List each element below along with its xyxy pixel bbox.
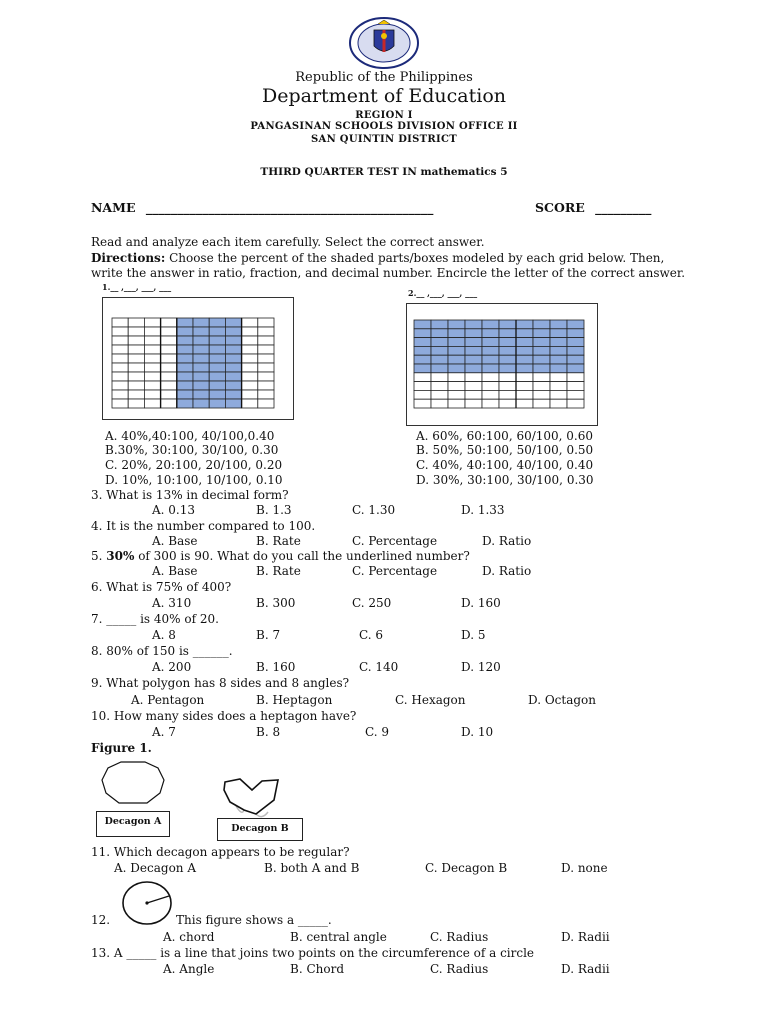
grid-cell: [193, 390, 209, 399]
question-4: 4. It is the number compared to 100.: [91, 519, 316, 533]
grid-cell: [242, 399, 258, 408]
grid-cell: [161, 318, 177, 327]
grid-cell: [128, 363, 144, 372]
grid-cell: [550, 364, 567, 373]
q5-underlined-number: 30%: [106, 549, 135, 563]
name-field[interactable]: [91, 200, 433, 215]
name-line[interactable]: ______________________________________________: [145, 200, 434, 215]
grid-cell: [258, 363, 274, 372]
grid-cell: [209, 372, 225, 381]
grid-cell: [112, 345, 128, 354]
choice-a[interactable]: A. Decagon A: [114, 861, 197, 875]
grid-cell: [225, 399, 241, 408]
grid-cell: [533, 382, 550, 391]
choice-d[interactable]: D. none: [561, 861, 608, 875]
grid-cell: [533, 390, 550, 399]
choice-a[interactable]: A. 7: [152, 725, 176, 739]
grid-cell: [177, 318, 193, 327]
grid-cell: [258, 354, 274, 363]
grid-cell: [448, 346, 465, 355]
grid-cell: [567, 373, 584, 382]
grid-cell: [161, 327, 177, 336]
grid-cell: [144, 327, 160, 336]
grid-cell: [112, 327, 128, 336]
choice-a[interactable]: A. 8: [152, 628, 176, 642]
grid-cell: [414, 355, 431, 364]
grid-cell: [161, 336, 177, 345]
choice-c[interactable]: C. 140: [359, 660, 399, 674]
choice-c[interactable]: C. 1.30: [352, 503, 396, 517]
choice-c[interactable]: C. Radius: [430, 962, 489, 976]
grid-cell: [258, 318, 274, 327]
q2-choice-c[interactable]: C. 40%, 40:100, 40/100, 0.40: [416, 458, 594, 472]
choice-a[interactable]: A. 200: [152, 660, 192, 674]
grid-cell: [431, 320, 448, 329]
grid-cell: [128, 318, 144, 327]
q1-choice-c[interactable]: C. 20%, 20:100, 20/100, 0.20: [105, 458, 283, 472]
grid-cell: [209, 381, 225, 390]
grid-cell: [258, 372, 274, 381]
grid-cell: [144, 363, 160, 372]
question-12: This figure shows a _____.: [176, 913, 332, 927]
choice-c[interactable]: C. Radius: [430, 930, 489, 944]
score-field[interactable]: [535, 200, 651, 215]
district-text: SAN QUINTIN DISTRICT: [311, 134, 457, 145]
choice-d[interactable]: D. 1.33: [461, 503, 505, 517]
question-3: 3. What is 13% in decimal form?: [91, 488, 289, 502]
grid-cell: [112, 354, 128, 363]
grid-cell: [516, 355, 533, 364]
grid-cell: [482, 373, 499, 382]
grid-cell: [144, 399, 160, 408]
question-13: 13. A _____ is a line that joins two points on the circumference of a circle: [91, 946, 535, 960]
name-label: NAME: [91, 200, 136, 215]
grid-cell: [567, 399, 584, 408]
grid-cell: [516, 320, 533, 329]
grid-cell: [112, 390, 128, 399]
grid-cell: [112, 363, 128, 372]
directions-text: Choose the percent of the shaded parts/boxes modeled by each grid below. Then,: [165, 251, 665, 265]
grid-cell: [431, 382, 448, 391]
grid-cell: [533, 373, 550, 382]
question-11: 11. Which decagon appears to be regular?: [91, 845, 350, 859]
grid-cell: [177, 336, 193, 345]
grid-2: [406, 303, 598, 426]
grid-cell: [128, 381, 144, 390]
grid-cell: [465, 355, 482, 364]
choice-a[interactable]: A. Base: [152, 564, 198, 578]
item-1-label: 1.__ ,___, ___, ___: [102, 282, 172, 292]
grid-cell: [193, 318, 209, 327]
grid-cell: [225, 363, 241, 372]
question-9: 9. What polygon has 8 sides and 8 angles?: [91, 676, 350, 690]
grid-cell: [465, 390, 482, 399]
grid-cell: [225, 336, 241, 345]
grid-cell: [516, 329, 533, 338]
decagon-a-figure: [100, 760, 166, 806]
grid-cell: [448, 320, 465, 329]
grid-cell: [209, 318, 225, 327]
grid-cell: [448, 382, 465, 391]
grid-cell: [482, 399, 499, 408]
grid-cell: [550, 346, 567, 355]
grid-cell: [209, 390, 225, 399]
grid-cell: [499, 399, 516, 408]
figure-label: Figure 1.: [91, 741, 152, 755]
grid-cell: [550, 373, 567, 382]
grid-cell: [177, 372, 193, 381]
choice-d[interactable]: D. 5: [461, 628, 486, 642]
grid-cell: [482, 346, 499, 355]
grid-cell: [516, 346, 533, 355]
grid-cell: [177, 327, 193, 336]
grid-cell: [112, 318, 128, 327]
grid-cell: [161, 354, 177, 363]
choice-d[interactable]: D. Radii: [561, 930, 610, 944]
republic-text: Republic of the Philippines: [295, 70, 473, 85]
deped-seal: [348, 16, 420, 70]
grid-cell: [482, 329, 499, 338]
grid-cell: [258, 327, 274, 336]
grid-cell: [499, 382, 516, 391]
grid-cell: [516, 382, 533, 391]
grid-cell: [225, 345, 241, 354]
division-text: PANGASINAN SCHOOLS DIVISION OFFICE II: [250, 121, 518, 132]
grid-cell: [242, 336, 258, 345]
grid-cell: [414, 382, 431, 391]
grid-cell: [128, 399, 144, 408]
grid-cell: [448, 355, 465, 364]
grid-cell: [242, 381, 258, 390]
choice-b[interactable]: B. Heptagon: [256, 693, 333, 707]
grid-cell: [482, 355, 499, 364]
grid-cell: [448, 329, 465, 338]
choice-c[interactable]: C. 250: [352, 596, 392, 610]
grid-cell: [414, 320, 431, 329]
test-title: THIRD QUARTER TEST IN mathematics 5: [260, 166, 508, 178]
grid-cell: [258, 381, 274, 390]
decagon-b-figure: [222, 776, 282, 824]
grid-cell: [112, 399, 128, 408]
grid-cell: [533, 329, 550, 338]
grid-cell: [482, 364, 499, 373]
choice-d[interactable]: D. Radii: [561, 962, 610, 976]
grid-cell: [499, 373, 516, 382]
grid-cell: [516, 364, 533, 373]
grid-cell: [482, 390, 499, 399]
grid-cell: [550, 382, 567, 391]
grid-cell: [448, 390, 465, 399]
grid-cell: [448, 373, 465, 382]
grid-cell: [144, 354, 160, 363]
grid-cell: [242, 318, 258, 327]
grid-cell: [567, 346, 584, 355]
grid-cell: [550, 390, 567, 399]
choice-c[interactable]: C. Hexagon: [395, 693, 466, 707]
grid-cell: [431, 346, 448, 355]
grid-cell: [225, 381, 241, 390]
grid-cell: [225, 390, 241, 399]
grid-cell: [414, 329, 431, 338]
choice-b[interactable]: B. Chord: [290, 962, 344, 976]
score-line[interactable]: _________: [595, 200, 652, 215]
grid-cell: [465, 399, 482, 408]
question-10: 10. How many sides does a heptagon have?: [91, 709, 357, 723]
grid-cell: [414, 399, 431, 408]
grid-cell: [448, 364, 465, 373]
grid-cell: [414, 390, 431, 399]
directions-line: [91, 251, 664, 265]
grid-cell: [499, 364, 516, 373]
grid-cell: [144, 318, 160, 327]
grid-cell: [193, 363, 209, 372]
question-8: 8. 80% of 150 is ______.: [91, 644, 233, 658]
grid-cell: [465, 320, 482, 329]
decagon-b-caption: Decagon B: [217, 818, 303, 841]
question-6: 6. What is 75% of 400?: [91, 580, 232, 594]
grid-cell: [550, 399, 567, 408]
grid-cell: [465, 346, 482, 355]
grid-cell: [414, 346, 431, 355]
grid-cell: [209, 399, 225, 408]
grid-cell: [499, 329, 516, 338]
grid-cell: [431, 329, 448, 338]
grid-cell: [482, 338, 499, 347]
grid-cell: [499, 320, 516, 329]
grid-cell: [128, 336, 144, 345]
grid-cell: [193, 381, 209, 390]
grid-cell: [258, 336, 274, 345]
q5-text: of 300 is 90. What do you call the underlined number?: [134, 549, 470, 563]
grid-cell: [128, 327, 144, 336]
grid-cell: [177, 399, 193, 408]
choice-b[interactable]: B. 1.3: [256, 503, 292, 517]
q1-choice-d[interactable]: D. 10%, 10:100, 10/100, 0.10: [105, 473, 283, 487]
region-text: REGION I: [355, 110, 413, 121]
grid-cell: [112, 372, 128, 381]
choice-b[interactable]: B. Rate: [256, 564, 301, 578]
choice-a[interactable]: A. Base: [152, 534, 198, 548]
q1-choice-b[interactable]: B.30%, 30:100, 30/100, 0.30: [105, 443, 279, 457]
grid-cell: [209, 363, 225, 372]
choice-d[interactable]: D. Ratio: [482, 534, 532, 548]
grid-cell: [414, 373, 431, 382]
grid-cell: [225, 327, 241, 336]
directions-line-2: write the answer in ratio, fraction, and decimal number. Encircle the letter of the correct answer.: [91, 266, 686, 280]
grid-cell: [550, 355, 567, 364]
grid-cell: [550, 320, 567, 329]
choice-c[interactable]: C. 9: [365, 725, 390, 739]
choice-c[interactable]: C. Percentage: [352, 564, 438, 578]
grid-cell: [193, 327, 209, 336]
grid-cell: [225, 354, 241, 363]
grid-cell: [499, 390, 516, 399]
grid-cell: [516, 373, 533, 382]
score-label: SCORE: [535, 200, 585, 215]
question-12-number: 12.: [91, 913, 111, 927]
grid-cell: [533, 338, 550, 347]
decagon-a-caption: Decagon A: [96, 811, 170, 837]
grid-cell: [431, 373, 448, 382]
circle-figure: [121, 880, 173, 926]
directions-label: Directions:: [91, 251, 166, 265]
grid-cell: [482, 320, 499, 329]
grid-cell: [516, 338, 533, 347]
grid-cell: [209, 336, 225, 345]
grid-cell: [177, 345, 193, 354]
choice-d[interactable]: D. Ratio: [482, 564, 532, 578]
grid-cell: [258, 390, 274, 399]
grid-cell: [242, 363, 258, 372]
grid-cell: [550, 329, 567, 338]
grid-cell: [516, 399, 533, 408]
grid-cell: [431, 355, 448, 364]
grid-cell: [112, 336, 128, 345]
grid-cell: [499, 338, 516, 347]
choice-a[interactable]: A. Pentagon: [131, 693, 205, 707]
grid-cell: [431, 399, 448, 408]
grid-cell: [177, 381, 193, 390]
grid-cell: [533, 364, 550, 373]
choice-d[interactable]: D. 160: [461, 596, 501, 610]
grid-cell: [128, 390, 144, 399]
grid-cell: [242, 327, 258, 336]
grid-cell: [128, 354, 144, 363]
item-2-label: 2.__ ,___, ___, ___: [408, 288, 478, 298]
grid-cell: [177, 390, 193, 399]
choice-b[interactable]: B. 7: [256, 628, 281, 642]
grid-cell: [177, 354, 193, 363]
grid-cell: [533, 399, 550, 408]
grid-cell: [161, 399, 177, 408]
grid-cell: [128, 372, 144, 381]
grid-cell: [465, 329, 482, 338]
choice-d[interactable]: D. Octagon: [528, 693, 596, 707]
choice-b[interactable]: B. 8: [256, 725, 281, 739]
grid-cell: [516, 390, 533, 399]
question-7: 7. _____ is 40% of 20.: [91, 612, 219, 626]
choice-d[interactable]: D. 120: [461, 660, 501, 674]
grid-cell: [242, 390, 258, 399]
grid-cell: [161, 372, 177, 381]
choice-c[interactable]: C. Percentage: [352, 534, 438, 548]
choice-a[interactable]: A. 310: [152, 596, 192, 610]
grid-cell: [193, 345, 209, 354]
q2-choice-d[interactable]: D. 30%, 30:100, 30/100, 0.30: [416, 473, 594, 487]
grid-cell: [242, 372, 258, 381]
grid-cell: [465, 382, 482, 391]
grid-cell: [209, 354, 225, 363]
grid-cell: [414, 338, 431, 347]
grid-cell: [567, 355, 584, 364]
choice-d[interactable]: D. 10: [461, 725, 494, 739]
grid-cell: [567, 338, 584, 347]
grid-cell: [193, 354, 209, 363]
grid-cell: [209, 327, 225, 336]
grid-cell: [161, 345, 177, 354]
grid-cell: [533, 346, 550, 355]
choice-b[interactable]: B. Rate: [256, 534, 301, 548]
grid-cell: [448, 399, 465, 408]
choice-b[interactable]: B. central angle: [290, 930, 387, 944]
choice-a[interactable]: A. Angle: [163, 962, 215, 976]
grid-cell: [567, 382, 584, 391]
grid-cell: [567, 329, 584, 338]
q2-choice-a[interactable]: A. 60%, 60:100, 60/100, 0.60: [416, 429, 594, 443]
grid-cell: [112, 381, 128, 390]
grid-cell: [567, 320, 584, 329]
question-5: [91, 549, 470, 563]
grid-cell: [482, 382, 499, 391]
choice-c[interactable]: C. 6: [359, 628, 384, 642]
grid-cell: [465, 338, 482, 347]
grid-cell: [161, 381, 177, 390]
grid-cell: [465, 364, 482, 373]
q2-choice-b[interactable]: B. 50%, 50:100, 50/100, 0.50: [416, 443, 594, 457]
grid-cell: [414, 364, 431, 373]
choice-b[interactable]: B. 160: [256, 660, 296, 674]
grid-cell: [550, 338, 567, 347]
choice-a[interactable]: A. 0.13: [152, 503, 196, 517]
grid-cell: [242, 354, 258, 363]
choice-b[interactable]: B. 300: [256, 596, 296, 610]
grid-cell: [144, 336, 160, 345]
grid-cell: [465, 373, 482, 382]
grid-cell: [567, 364, 584, 373]
grid-cell: [161, 363, 177, 372]
grid-cell: [448, 338, 465, 347]
grid-cell: [144, 390, 160, 399]
grid-cell: [225, 372, 241, 381]
grid-cell: [128, 345, 144, 354]
grid-cell: [533, 320, 550, 329]
grid-cell: [209, 345, 225, 354]
choice-b[interactable]: B. both A and B: [264, 861, 360, 875]
grid-cell: [499, 355, 516, 364]
grid-cell: [144, 381, 160, 390]
grid-cell: [193, 399, 209, 408]
grid-cell: [567, 390, 584, 399]
grid-cell: [258, 345, 274, 354]
grid-cell: [144, 345, 160, 354]
grid-cell: [499, 346, 516, 355]
grid-cell: [258, 399, 274, 408]
department-title: Department of Education: [262, 85, 506, 107]
choice-c[interactable]: C. Decagon B: [425, 861, 508, 875]
grid-cell: [431, 338, 448, 347]
grid-cell: [177, 363, 193, 372]
choice-a[interactable]: A. chord: [163, 930, 215, 944]
grid-cell: [193, 372, 209, 381]
grid-cell: [225, 318, 241, 327]
grid-cell: [193, 336, 209, 345]
grid-cell: [161, 390, 177, 399]
grid-cell: [533, 355, 550, 364]
q1-choice-a[interactable]: A. 40%,40:100, 40/100,0.40: [105, 429, 275, 443]
grid-cell: [144, 372, 160, 381]
q5-number: 5.: [91, 549, 107, 563]
grid-cell: [431, 390, 448, 399]
grid-cell: [242, 345, 258, 354]
grid-cell: [431, 364, 448, 373]
instruction-line: Read and analyze each item carefully. Select the correct answer.: [91, 235, 485, 249]
grid-1: [102, 297, 294, 420]
